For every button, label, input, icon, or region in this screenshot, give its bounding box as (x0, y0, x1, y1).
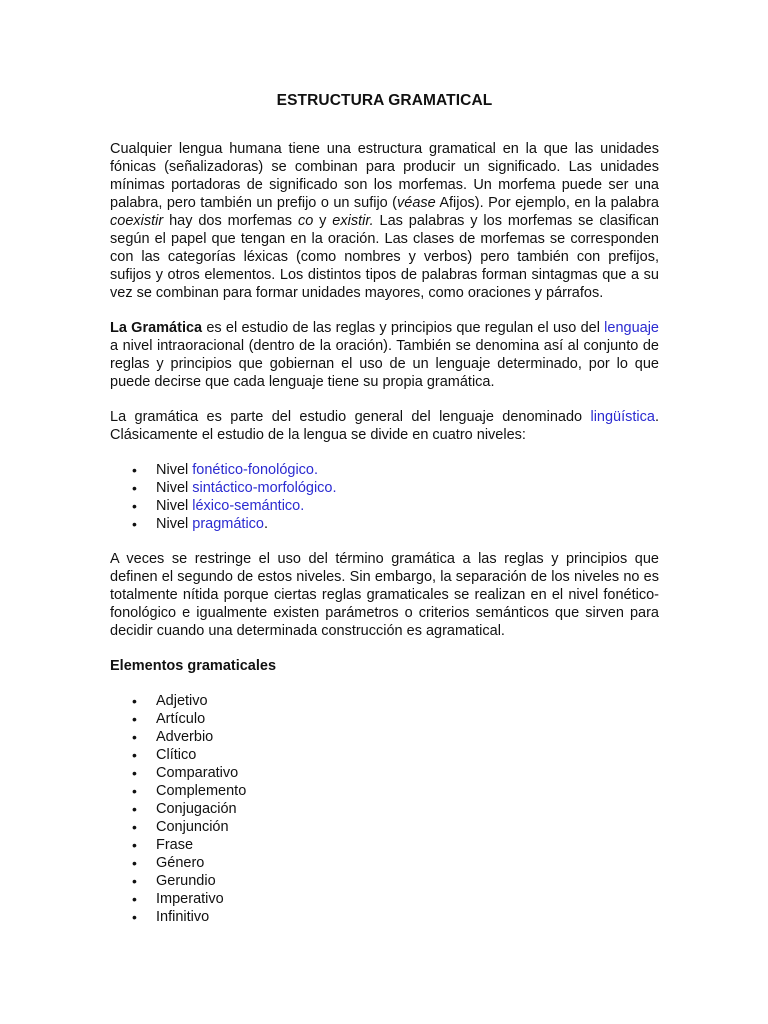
paragraph-text: a nivel intraoracional (dentro de la oración). También se denomina así al conjunto de reglas y principios que gobiernan el uso de un lenguaje determinado, por lo que puede decirse que cada lenguaje tiene su propia gramática. (110, 338, 659, 390)
list-item: • Comparativo (156, 764, 659, 782)
paragraph-text: Las palabras y los morfemas se clasifican según el papel que tengan en la oración. Las clases de morfemas se corresponden con las categorías léxicas (como nombres y verbos) pero también con prefijos, sufijos y otros elementos. Los distintos tipos de palabras forman sintagmas que a su vez se combinan para formar unidades mayores, como oraciones y párrafos. (110, 213, 659, 301)
list-item (156, 497, 659, 515)
list-item: • Gerundio (156, 872, 659, 890)
list-item: • Infinitivo (156, 908, 659, 926)
paragraph-text: es el estudio de las reglas y principios que regulan el uso del (202, 320, 605, 336)
link-linguistica[interactable]: lingüística (590, 409, 655, 425)
list-item (156, 515, 659, 533)
list-item: • Imperativo (156, 890, 659, 908)
document-page (110, 92, 659, 926)
list-item: • Adverbio (156, 728, 659, 746)
paragraph-text: Afijos). Por ejemplo, en la palabra (435, 195, 659, 211)
list-item: • Artículo (156, 710, 659, 728)
paragraph-text: . Clásicamente el estudio de la lengua se divide en cuatro niveles: (110, 409, 659, 443)
paragraph-estructura (110, 140, 659, 302)
link-pragmatico[interactable]: pragmático (192, 516, 264, 532)
paragraph-text: hay dos morfemas (163, 213, 298, 229)
list-item: • Adjetivo (156, 692, 659, 710)
list-item: • Género (156, 854, 659, 872)
paragraph-niveles: A veces se restringe el uso del término gramática a las reglas y principios que definen el segundo de estos niveles. Sin embargo, la separación de los niveles no es totalmente nítida porque ciertas reglas gramaticales se realizan en el nivel fonético-fonológico e igualmente existen parámetros o criterios semánticos que sirven para decidir cuando una determinada construcción es agramatical. (110, 551, 659, 639)
list-item: • Frase (156, 836, 659, 854)
list-item: • Conjunción (156, 818, 659, 836)
levels-list (110, 461, 659, 533)
link-lexico-semantico[interactable]: léxico-semántico. (192, 498, 305, 514)
list-item-prefix: Nivel (156, 498, 193, 514)
bold-term: La Gramática (110, 320, 203, 336)
list-item-suffix: . (264, 516, 269, 532)
link-lenguaje[interactable]: lenguaje (604, 320, 659, 336)
list-item: • Conjugación (156, 800, 659, 818)
paragraph-gramatica (110, 319, 659, 391)
list-item: • Complemento (156, 782, 659, 800)
list-item-prefix: Nivel (156, 462, 193, 478)
italic-text: coexistir (110, 213, 164, 229)
list-item (156, 461, 659, 479)
paragraph-text: La gramática es parte del estudio general del lenguaje denominado (110, 409, 591, 425)
list-item (156, 479, 659, 497)
elements-list (110, 692, 659, 926)
paragraph-linguistica (110, 408, 659, 444)
italic-text: co (297, 213, 314, 229)
list-item: • Clítico (156, 746, 659, 764)
italic-text: véase (397, 195, 436, 211)
list-item-prefix: Nivel (156, 480, 193, 496)
list-item-prefix: Nivel (156, 516, 193, 532)
paragraph-text: Cualquier lengua humana tiene una estructura gramatical en la que las unidades fónicas (señalizadoras) se combinan para producir un significado. Las unidades mínimas portadoras de significado son los morfemas. Un morfema puede ser una palabra, pero también un prefijo o un sufijo ( (110, 141, 659, 211)
link-fonetico-fonologico[interactable]: fonético-fonológico. (192, 462, 319, 478)
italic-text: existir. (332, 213, 374, 229)
paragraph-text: y (313, 213, 333, 229)
document-title: ESTRUCTURA GRAMATICAL (276, 92, 493, 109)
section-heading-elementos: Elementos gramaticales (110, 658, 277, 674)
link-sintactico-morfologico[interactable]: sintáctico-morfológico. (192, 480, 337, 496)
